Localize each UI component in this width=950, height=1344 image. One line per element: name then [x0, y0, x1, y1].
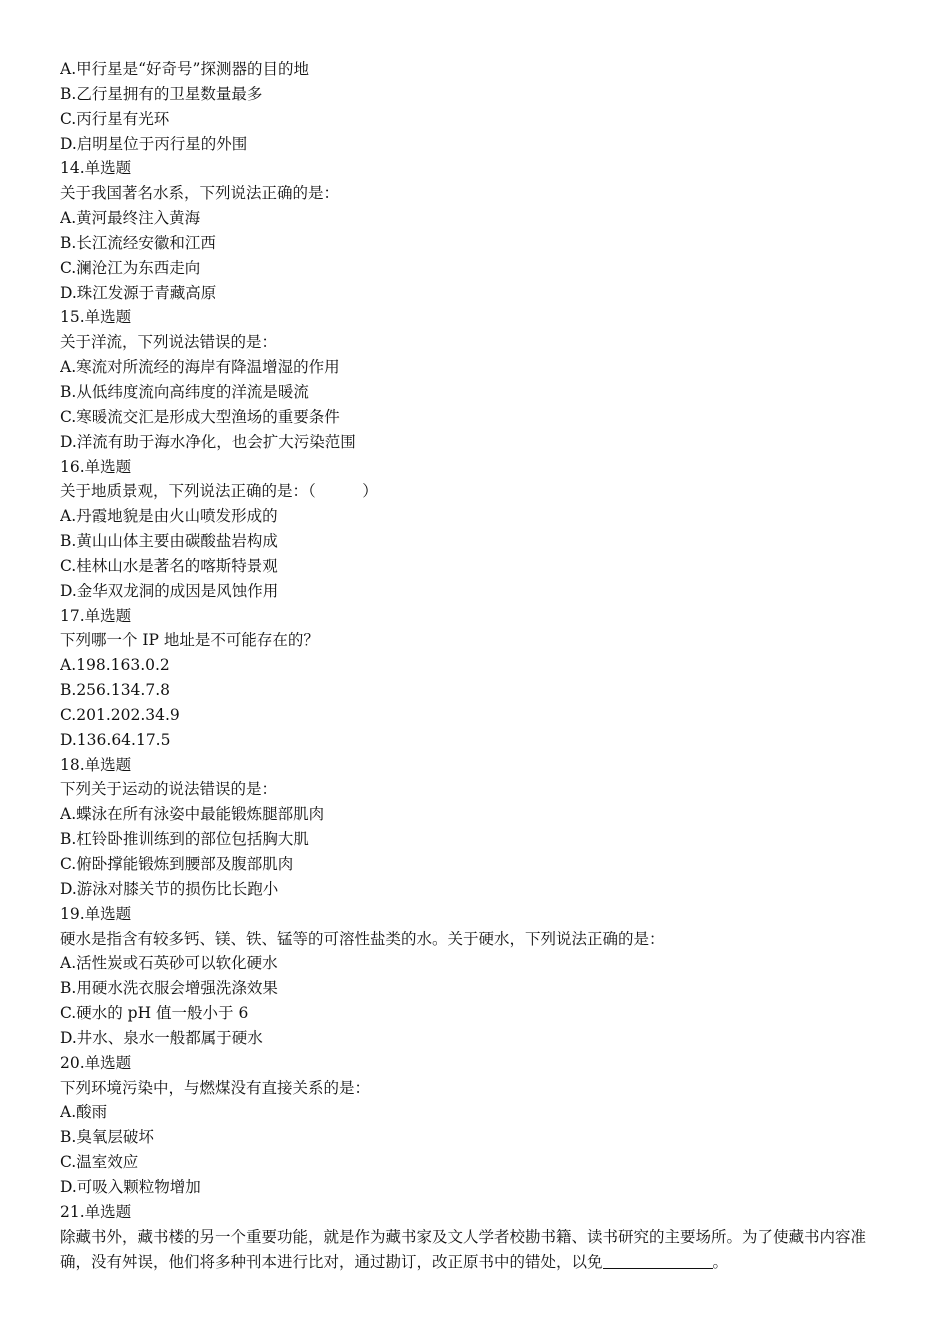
option-c: C.桂林山水是著名的喀斯特景观: [60, 556, 278, 575]
option-a: A.198.163.0.2: [60, 656, 170, 675]
option-b: B.黄山山体主要由碳酸盐岩构成: [60, 532, 278, 551]
option-c: C.温室效应: [60, 1153, 139, 1172]
option-a: A.甲行星是“好奇号”探测器的目的地: [60, 60, 309, 78]
question-header: 15.单选题: [60, 308, 132, 327]
option-c: C.寒暖流交汇是形成大型渔场的重要条件: [60, 407, 340, 426]
option-a: A.丹霞地貌是由火山喷发形成的: [60, 507, 278, 526]
question-18: [60, 753, 890, 902]
option-a: A.酸雨: [60, 1103, 108, 1122]
option-b: B.长江流经安徽和江西: [60, 233, 216, 252]
fill-blank: [603, 1252, 713, 1269]
stem-text: 除藏书外，藏书楼的另一个重要功能，就是作为藏书家及文人学者校勘书籍、读书研究的主要场所。为了使藏书内容准确，没有舛误，他们将多种刊本进行比对，通过勘订，改正原书中的错处，以免: [60, 1227, 867, 1271]
option-a: A.蝶泳在所有泳姿中最能锻炼腿部肌肉: [60, 805, 325, 824]
question-stem: 下列环境污染中，与燃煤没有直接关系的是：: [60, 1078, 371, 1097]
question-19: [60, 902, 890, 1051]
question-stem: 关于地质景观，下列说法正确的是：（ ）: [60, 482, 378, 501]
option-d: D.井水、泉水一般都属于硬水: [60, 1028, 263, 1047]
question-21: [60, 1200, 890, 1275]
question-stem: 关于洋流，下列说法错误的是：: [60, 333, 278, 352]
option-d: D.金华双龙洞的成因是风蚀作用: [60, 581, 279, 600]
option-c: C.丙行星有光环: [60, 109, 170, 128]
question-stem: 硬水是指含有较多钙、镁、铁、锰等的可溶性盐类的水。关于硬水，下列说法正确的是：: [60, 929, 665, 948]
question-stem: 下列哪一个 IP 地址是不可能存在的？: [60, 631, 319, 650]
option-d: D.可吸入颗粒物增加: [60, 1177, 201, 1196]
option-d: D.珠江发源于青藏高原: [60, 283, 217, 302]
question-15: [60, 305, 890, 454]
option-d: D.洋流有助于海水净化，也会扩大污染范围: [60, 432, 356, 451]
option-d: D.游泳对膝关节的损伤比长跑小: [60, 879, 279, 898]
option-b: B.乙行星拥有的卫星数量最多: [60, 84, 263, 103]
option-b: B.从低纬度流向高纬度的洋流是暖流: [60, 382, 309, 401]
stem-end-punctuation: 。: [712, 1252, 729, 1271]
option-c: C.201.202.34.9: [60, 705, 180, 724]
question-stem: 下列关于运动的说法错误的是：: [60, 780, 278, 799]
question-header: 18.单选题: [60, 755, 132, 774]
question-20: [60, 1051, 890, 1200]
option-c: C.硬水的 pH 值一般小于 6: [60, 1004, 249, 1023]
option-a: A.活性炭或石英砂可以软化硬水: [60, 954, 278, 973]
option-a: A.黄河最终注入黄海: [60, 209, 201, 228]
option-c: C.俯卧撑能锻炼到腰部及腹部肌肉: [60, 855, 294, 873]
option-b: B.臭氧层破坏: [60, 1128, 154, 1147]
question-header: 21.单选题: [60, 1202, 132, 1221]
option-d: D.启明星位于丙行星的外围: [60, 134, 248, 153]
question-17: [60, 604, 890, 753]
continued-options: [60, 57, 890, 156]
option-d: D.136.64.17.5: [60, 730, 171, 749]
question-header: 17.单选题: [60, 606, 132, 625]
option-c: C.澜沧江为东西走向: [60, 258, 201, 277]
document-page: [60, 57, 890, 1274]
question-stem: 关于我国著名水系，下列说法正确的是：: [60, 184, 340, 203]
question-16: [60, 455, 890, 604]
question-header: 14.单选题: [60, 159, 132, 178]
question-stem: [60, 1225, 890, 1275]
question-header: 20.单选题: [60, 1053, 132, 1072]
question-header: 19.单选题: [60, 904, 132, 923]
option-b: B.用硬水洗衣服会增强洗涤效果: [60, 979, 278, 998]
option-a: A.寒流对所流经的海岸有降温增湿的作用: [60, 358, 340, 377]
question-header: 16.单选题: [60, 457, 132, 476]
option-b: B.256.134.7.8: [60, 681, 170, 700]
option-b: B.杠铃卧推训练到的部位包括胸大肌: [60, 830, 309, 849]
question-14: [60, 156, 890, 305]
